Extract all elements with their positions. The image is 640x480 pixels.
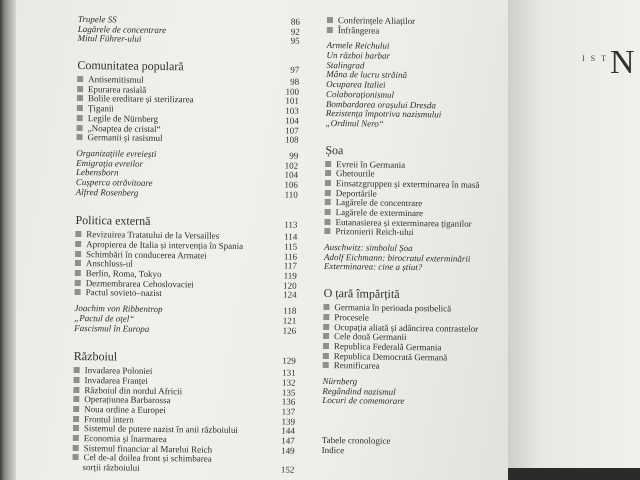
bullet-square-icon [323,314,329,320]
bullet-square-icon [77,124,83,130]
bullet-square-icon [325,180,331,186]
section-heading-page: 113 [284,219,298,231]
toc-entry-text: Colaboraționismul [325,88,395,100]
toc-entry-page: 101 [285,95,300,107]
toc-entry-text: Epurarea rasială [88,83,147,95]
toc-entry-page: 100 [285,86,300,97]
toc-entry-text: Auschwitz: simbolul Șoa [324,242,413,254]
toc-entry-text: Înfrângerea [337,24,380,36]
bullet-square-icon [74,377,80,383]
bullet-square-icon [75,241,81,247]
toc-entry-text: Regândind nazismul [322,385,396,397]
toc-entry-text: Cele două Germanii [334,331,407,343]
toc-entry-page: 131 [282,367,296,378]
toc-entry-text: Frontul intern [84,413,134,425]
toc-entry-text: Noua ordine a Europei [84,404,166,416]
toc-entry-text: Fascismul în Europa [74,322,150,334]
toc-entry-text: Procesele [334,311,369,323]
toc-entry-text: Bolile ereditare și sterilizarea [87,93,194,105]
toc-entry-text: „Ordinul Nero“ [325,117,384,129]
toc-left-column [72,15,323,476]
section-heading-text: O țară împărțită [323,286,400,302]
toc-entry-text: Stalingrad [326,59,365,71]
toc-right-column [322,16,507,458]
bullet-square-icon [73,416,79,422]
section-heading [75,213,320,230]
section-heading-page: 97 [290,64,300,75]
toc-entry-text: Lagărele de concentrare [335,197,423,209]
toc-entry-text: Apropierea de Italia și intervenția în Spania [86,239,244,252]
toc-entry-text: Ocuparea Italiei [326,79,386,90]
toc-entry-text: Mitul Führer-ului [77,33,142,45]
bullet-square-icon [324,219,330,225]
toc-entry-text: Exterminarea: cine a știut? [323,261,423,273]
toc-entry-text: Conferințele Aliaților [337,15,416,27]
section-heading [74,349,319,366]
bullet-square-icon [77,95,83,101]
toc-entry-page: 95 [290,35,300,47]
bullet-square-icon [75,231,81,237]
toc-entry-text: Invadarea Poloniei [84,365,153,377]
toc-entry-text: Eutanasierea și exterminarea țiganilor [335,216,472,229]
bullet-square-icon [325,170,331,176]
bullet-square-icon [74,367,80,373]
toc-entry-text: Sistemul de putere nazist în anii războiului [83,423,238,436]
toc-entry [76,188,321,201]
bullet-square-icon [327,27,333,33]
toc-entry-page: 99 [289,150,299,161]
bullet-square-icon [73,445,79,451]
toc-entry-text: Einsatzgruppen și exterminarea în masă [335,178,480,190]
toc-entry-text: Deportările [335,187,377,199]
toc-entry-label [327,26,380,36]
toc-entry-page: 149 [281,445,295,456]
toc-entry-text: Economia și înarmarea [83,433,167,445]
toc-entry [324,262,504,274]
toc-entry-page: 114 [284,231,298,243]
bullet-square-icon [323,323,329,329]
bullet-square-icon [324,228,330,234]
toc-entry-text: Mâna de lucru străină [326,69,408,81]
toc-entry-page: 110 [284,189,298,200]
toc-entry-text: Berlin, Roma, Tokyo [85,268,162,280]
bullet-square-icon [76,134,82,140]
bullet-square-icon [323,353,329,359]
toc-entry-label [74,323,149,334]
page-gutter-shadow [0,0,16,480]
toc-entry-text: Armele Reichului [326,40,390,52]
toc-entry-page: 115 [283,241,298,252]
toc-entry-page: 132 [281,377,296,388]
toc-entry-text: „Noaptea de cristal“ [87,122,161,134]
toc-entry-text: Pactul sovieto–nazist [85,287,162,299]
toc-entry-page: 98 [290,76,300,87]
toc-entry-text: Joachim von Ribbentrop [74,303,163,315]
toc-entry-text: Schimbări în conducerea Armatei [86,248,207,261]
toc-entry-page: 116 [283,251,298,262]
toc-entry-page: 104 [285,115,299,126]
toc-entry-page: 92 [290,26,300,37]
toc-entry-page: 86 [290,16,300,27]
bullet-square-icon [77,115,83,121]
bullet-square-icon [325,161,331,167]
toc-entry [78,34,323,47]
toc-entry-page: 119 [283,270,297,281]
toc-entry-page: 117 [283,260,298,272]
toc-entry [326,119,506,131]
toc-entry-text: Alfred Rosenberg [75,186,139,198]
toc-entry-text: Invadarea Franței [84,374,148,386]
toc-entry-text: Prizonierii Reich-ului [335,226,414,238]
toc-entry-text: Evreii în Germania [336,158,406,170]
toc-entry-page: 120 [283,280,297,291]
toc-entry-text: Adolf Eichmann: birocratul exterminării [323,251,471,264]
toc-entry-label [323,361,380,371]
toc-entry-text: Ghetourile [336,168,375,179]
toc-entry-text: Antisemitismul [88,74,144,85]
toc-entry-text: Ocupația aliată și adâncirea contrastelor [334,321,479,334]
toc-entry-text: Dezmembrarea Cehoslovaciei [85,277,194,290]
toc-entry-text: Germanii și rasismul [87,132,163,144]
toc-entry-text: Germania în perioada postbelică [334,302,452,314]
bullet-square-icon [75,251,81,257]
section-heading [324,286,504,302]
toc-entry-page: 135 [281,387,296,398]
bullet-square-icon [327,17,333,23]
toc-entry-text: Organizațiile evreiești [76,147,157,159]
bullet-square-icon [73,406,79,412]
toc-entry-text: Tabele cronologice [321,434,391,446]
bullet-square-icon [73,425,79,431]
toc-entry-text: Operațiunea Barbarossa [84,394,171,406]
toc-entry-page: 124 [283,289,297,301]
toc-entry-text: Bombardarea orașului Dresda [325,98,436,110]
toc-entry-page: 102 [284,160,299,171]
toc-entry-page: 121 [282,315,297,326]
toc-entry-text: Sistemul financiar al Marelui Reich [83,442,213,455]
toc-entry-page: 106 [284,179,299,190]
bullet-square-icon [325,199,331,205]
section-heading-text: Șoa [325,142,344,157]
toc-entry-label [78,34,142,44]
toc-entry-text: Rezistența împotriva nazismului [325,108,442,120]
bullet-square-icon [75,270,81,276]
toc-entry-label [76,188,139,198]
bullet-square-icon [75,260,81,266]
toc-entry-page: 144 [281,425,295,436]
toc-entry-text: sorții războiului [82,462,140,473]
bullet-square-icon [75,289,81,295]
adjacent-page-title-letter: N [610,44,637,81]
bullet-square-icon [323,304,329,310]
toc-entry-text: Țiganii [87,103,114,114]
toc-entry-text: „Pactul de oțel“ [74,312,135,324]
toc-entry-page: 118 [283,305,297,316]
toc-entry-page: 107 [285,125,299,136]
bullet-square-icon [323,343,329,349]
bullet-square-icon [73,396,79,402]
toc-entry-page: 126 [282,325,297,336]
adjacent-page-kicker: IST [582,54,612,63]
section-heading-text: Războiul [73,349,118,364]
toc-entry-text: Trupele SS [77,14,117,25]
toc-entry-text: Emigrația evreilor [76,157,144,169]
spacer [322,406,502,438]
toc-entry-label [75,288,162,299]
toc-entry-text: Reunificarea [333,360,380,371]
toc-entry-page: 136 [281,396,296,407]
toc-entry-page: 137 [281,406,296,417]
toc-entry-page: 108 [284,134,299,145]
toc-entry-text: Legile de Nürnberg [87,112,159,124]
toc-entry-label [326,119,384,129]
bullet-square-icon [77,76,83,82]
toc-entry-text: Cel de-al doilea front și schimbarea [83,452,212,465]
toc-entry-page: 152 [280,464,295,475]
bullet-square-icon [77,105,83,111]
bullet-square-icon [323,362,329,368]
toc-entry-page: 147 [281,435,295,446]
toc-entry-label [72,463,139,474]
bullet-square-icon [323,333,329,339]
toc-entry-page: 103 [285,105,299,116]
bullet-square-icon [325,190,331,196]
bullet-square-icon [73,454,79,460]
toc-entry-text: Cușperca otrăvitoare [75,176,153,188]
toc-entry-label [324,262,423,273]
section-heading-text: Politica externă [75,213,151,229]
bullet-square-icon [73,435,79,441]
section-heading [325,143,505,159]
section-heading-page: 129 [282,355,296,366]
toc-entry-text: Republica Federală Germania [333,340,442,353]
toc-entry-text: Lagărele de concentrare [77,23,167,35]
toc-entry-text: Lagărele de exterminare [335,207,424,219]
toc-entry [74,323,319,336]
toc-entry-text: Lebensborn [76,167,119,178]
section-heading-text: Comunitatea populară [77,58,184,74]
bullet-square-icon [325,209,331,215]
toc-entry-text: Revizuirea Tratatului de la Versailles [86,229,220,242]
toc-entry-text: Republica Democrată Germană [333,350,448,363]
toc-entry-text: Războiul din nordul Africii [84,384,183,396]
toc-entry-text: Indice [321,444,345,455]
toc-entry-page: 104 [284,169,299,180]
toc-entry-label [324,227,413,238]
toc-entry-text: Locuri de comemorare [322,395,405,407]
bullet-square-icon [73,387,79,393]
toc-entry-label [76,133,162,144]
toc-entry-text: Nürnberg [322,375,358,387]
toc-entry-label [322,446,345,456]
toc-entry-page: 139 [281,416,296,427]
toc-entry-text: Un război barbar [326,50,391,61]
toc-entry-label [322,396,404,407]
section-heading [77,58,322,75]
bullet-square-icon [75,280,81,286]
bullet-square-icon [77,86,83,92]
toc-entry-text: Anschluss-ul [85,258,134,270]
